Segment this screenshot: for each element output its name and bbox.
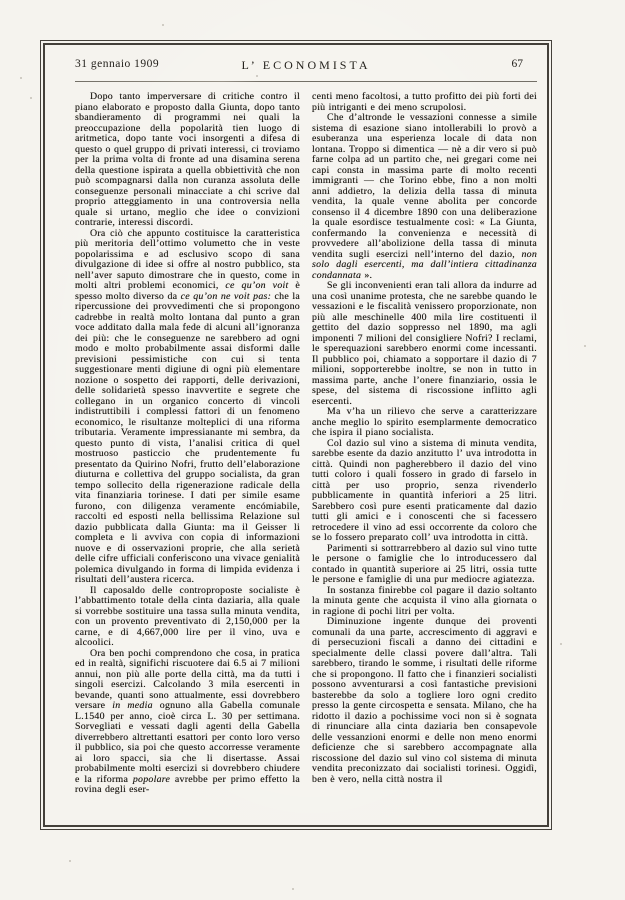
paragraph: Ora ben pochi comprendono che cosa, in pratica ed in realtà, significhi riscuotere dai 6.5 ai 7 milioni annui, non più alle porte della città, ma da tutti i singoli esercizi. Calcolando 3 mila esercenti in bevande, quanti sono attualmente, essi dovrebbero versare in media ognuno alla Gabella comunale L.1540 per anno, cioè circa L. 30 per settimana. Sorvegliati e vessati dagli agenti della Gabella diverrebbero altrettanti esattori per conto loro verso il pubblico, sia poi che questo accorresse veramente ai loro spacci, sia che li disertasse. Assai probabilmente molti esercizi si dovrebbero chiudere e la riforma popolare avrebbe per primo effetto la rovina degli eser- [75,647,300,795]
article-body [75,92,537,796]
paragraph: Dopo tanto imperversare di critiche contro il piano elaborato e proposto dalla Giunta, dopo tanto sbandieramento di programmi nei quali la preoccupazione della popolarità tien luogo di aritmetica, dopo tante voci insorgenti a difesa di questo o quel gruppo di privati interessi, ci troviamo per la prima volta di fronte ad una disamina serena della questione ispirata a quella obbiettività che non può scompagnarsi dalla non curanza assoluta delle conseguenze personali minacciate a chi scrive dal proprio atteggiamento in una controversia nella quale si urtano, meglio che idee o convizioni contrarie, interessi discordi. [75,91,300,228]
scan-speck [30,97,32,99]
paragraph: Diminuzione ingente dunque dei proventi comunali da una parte, accrescimento di aggravi e di persecuzioni fiscali a danno dei cittadini e specialmente delle classi povere dall’altra. Tali sarebbero, tirando le somme, i risultati delle riforme che si propongono. Il fatto che i finanzieri socialisti possono avventurarsi a così fantastiche previsioni basterebbe da solo a togliere loro ogni credito presso la gente circospetta e sensata. Milano, che ha ridotto il dazio a pochissime voci non si è sognata di rinunciare alla cinta daziaria ben consapevole delle vessanzioni enormi e delle non meno enormi deficienze che si sarebbero accompagnate alla riscossione del dazio sul vino col sistema di minuta vendita preconizzato dai socialisti torinesi. Oggidì, ben è vero, nella città nostra il [312,616,537,785]
scan-speck [256,75,258,77]
scan-speck [162,24,164,26]
paragraph: Parimenti si sottrarrebbero al dazio sul vino tutte le persone o famiglie che lo introducessero dal contado in quantità superiore ai 25 litri, ossia tutte le persone e famiglie di una pur mediocre agiatezza. [312,542,537,585]
scan-speck [292,888,294,890]
page-header [75,58,537,74]
paragraph: In sostanza finirebbe col pagare il dazio soltanto la minuta gente che acquista il vino alla giornata o in ragione di pochi litri per volta. [312,584,537,617]
paragraph: Il caposaldo delle controproposte socialiste è l’abbattimento totale della cinta daziaria, alla quale si vorrebbe sostituire una tassa sulla minuta vendita, con un provento preventivato di 2,150,000 per la carne, e di 4,667,000 lire per il vino, uva e alcoolici. [75,584,300,648]
scan-speck [560,643,562,645]
paragraph: centi meno facoltosi, a tutto profitto dei più forti dei più intriganti e dei meno scrupolosi. [312,91,537,113]
paragraph: Col dazio sul vino a sistema di minuta vendita, sarebbe esente da dazio anzitutto l’ uva introdotta in città. Quindi non pagherebbero il dazio del vino tutti coloro i quali fossero in grado di farselo in città per uso proprio, senza rivenderlo pubblicamente in quantità inferiori a 25 litri. Sarebbero così pure esenti praticamente dal dazio tutti gli amici e i conoscenti che si facessero retrocedere il vino ad essi occorrente da coloro che se lo fossero preparato coll’ uva introdotta in città. [312,437,537,543]
scan-speck [69,860,71,862]
journal-title: L’ ECONOMISTA [241,58,371,72]
paragraph: Ma v’ha un rilievo che serve a caratterizzare anche meglio lo spirito esemplarmente democratico che ispira il piano socialista. [312,406,537,438]
paragraph: Che d’altronde le vessazioni connesse a simile sistema di esazione siano intollerabili lo provò a esuberanza una esperienza locale di data non lontana. Troppo si dimentica — nè a dir vero si può farne colpa ad un partito che, nei gregari come nei capi consta in massima parte di molto recenti immigranti — che Torino ebbe, fino a non molti anni addietro, la delizia della tassa di minuta vendita, la quale venne abolita per concorde consenso il 4 dicembre 1890 con una deliberazione la quale esordisce testualmente così: « La Giunta, confermando la convenienza e necessità di provvedere all’abolizione della tassa di minuta vendita sugli esercizi nell’interno del dazio, non solo dagli esercenti, ma dall’intiera cittadinanza condannata ». [312,112,537,281]
left-column [75,92,300,796]
page-number: 67 [511,58,523,70]
issue-date: 31 gennaio 1909 [75,58,160,70]
scan-speck [584,345,586,347]
page-frame [43,43,549,827]
header-rule [75,81,537,82]
scan-speck [20,77,22,79]
right-column [312,92,537,796]
paragraph: Ora ciò che appunto costituisce la caratteristica più meritoria dell’ottimo volumetto che in veste popolarissima e ad esclusivo scopo di sana divulgazione di idee si offre al nostro pubblico, sta nell’aver saputo dimostrare che in questo, come in molti altri problemi economici, ce qu’on voit è spesso molto diverso da ce qu’on ne voit pas: che la ripercussione dei provvedimenti che si propongono cadrebbe in realtà molto lontana dal punto a gran voce additato dalla mala fede di alcuni all’ignoranza dei più: che le conseguenze ne sarebbero ad ogni modo e molto probabilmente assai disformi dalle previsioni pessimistiche con cui si tenta suggestionare menti digiune di ogni più elementare nozione o sospetto dei rapporti, delle derivazioni, delle solidarietà spesso inavvertite e segrete che collegano in un organico concerto di vincoli indistruttibili i complessi fattori di un fenomeno economico, le risultanze molteplici di una riforma tributaria. Veramente impressianante mi sembra, da questo punto di vista, l’analisi critica di quel mostruoso pasticcio che prudentemente fu presentato da Quirino Nofri, frutto dell’elaborazione diuturna e collettiva del gruppo socialista, da gran tempo sollecito della rigenerazione radicale della vita finanziaria torinese. I dati per simile esame furono, con diligenza veramente encómiabile, raccolti ed esposti nella bellissima Relazione sul dazio pubblicata dalla Giunta: ma il Geisser li completa e li avviva con copia di informazioni nuove e di osservazioni proprie, che alla serietà delle cifre ufficiali conferiscono una vivace genialità polemica divulgando in forma di limpida evidenza i risultati dell’austera ricerca. [75,227,300,585]
paragraph: Se gli inconvenienti eran tali allora da indurre ad una così unanime protesta, che ne sarebbe quando le vessazioni e le fiscalità venissero proporzionate, non più alle meschinelle 400 mila lire costituenti il gettito del dazio soppresso nel 1890, ma agli imponenti 7 milioni del consigliere Nofri? I reclami, le sperequazioni sarebbero enormi come incessanti. Il pubblico poi, chiamato a sopportare il dazio di 7 milioni, sopporterebbe inoltre, se non in tutto in massima parte, anche l’onere finanziario, ossia le spese, del sistema di riscossione inflitto agli esercenti. [312,280,537,407]
